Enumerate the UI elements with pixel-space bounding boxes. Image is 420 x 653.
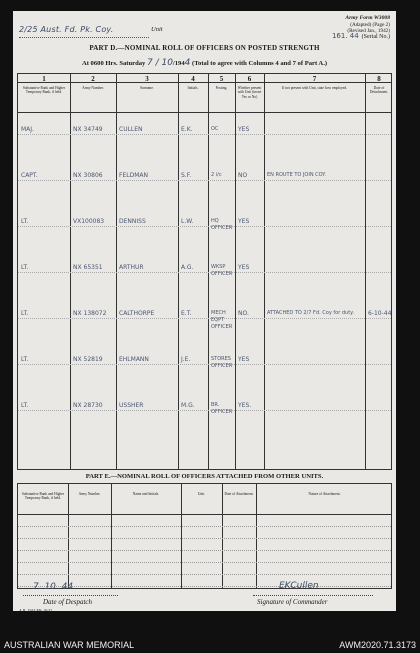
cell-posting: BR. OFFICER <box>211 402 233 415</box>
part-d-date-line <box>13 58 396 68</box>
column-header: Date of Detachment. <box>369 86 389 95</box>
row-rule <box>18 538 391 539</box>
cell-surname: FELDMAN <box>119 172 148 179</box>
column-number: 4 <box>191 75 195 83</box>
cell-surname: CULLEN <box>119 126 143 133</box>
despatch-underline <box>23 595 118 596</box>
officers-attached-table <box>17 483 392 589</box>
row-rule <box>18 272 391 273</box>
column-number: 7 <box>312 75 317 83</box>
cell-present: YES <box>238 126 250 133</box>
row-rule <box>18 318 391 319</box>
column-header: Army Number. <box>78 492 101 496</box>
column-number: 5 <box>219 75 224 83</box>
column-header: Substantive Rank and Higher Temporary Rank, if held. <box>22 86 66 95</box>
column-header: Army Number. <box>82 86 104 90</box>
row-rule <box>18 364 391 365</box>
row-rule <box>18 180 391 181</box>
signature-label: Signature of Commander <box>257 598 328 606</box>
column-divider <box>256 484 257 588</box>
cell-initials: E.K. <box>181 126 193 133</box>
column-divider <box>222 484 223 588</box>
column-header: Name and Initials. <box>132 492 160 496</box>
cell-number: NX 34749 <box>73 126 103 133</box>
column-number: 2 <box>91 75 95 83</box>
at-prefix: At 0600 Hrs. Saturday <box>81 60 146 67</box>
row-rule <box>18 410 391 411</box>
cell-employed: ATTACHED TO 2/7 Fd. Coy for duty. <box>267 310 354 316</box>
form-adapted: (Adapted) (Page 2) <box>350 21 390 28</box>
cell-present: YES <box>238 218 250 225</box>
unit-label: Unit <box>151 26 163 33</box>
part-e-title: PART E.—NOMINAL ROLL OF OFFICERS ATTACHED FROM OTHER UNITS. <box>85 473 324 480</box>
column-number: 6 <box>247 75 252 83</box>
cell-number: VX100083 <box>73 218 105 225</box>
cell-rank: MAJ. <box>21 126 34 133</box>
row-rule <box>18 586 391 587</box>
cell-initials: E.T. <box>181 310 192 317</box>
signature-underline <box>253 595 373 596</box>
cell-number: NX 65351 <box>73 264 103 271</box>
printer-note: A.R. 1944 Mk 10/42 <box>19 608 53 613</box>
column-number: 3 <box>145 75 149 83</box>
cell-rank: LT. <box>21 264 29 271</box>
unit-underline <box>19 37 149 38</box>
column-number: 8 <box>377 75 381 83</box>
cell-posting: HQ OFFICER <box>211 218 233 231</box>
cell-present: NO <box>238 172 248 179</box>
cell-posting: WKSP OFFICER <box>211 264 233 277</box>
column-header: If not present with Unit, state how employed. <box>281 86 348 90</box>
cell-present: YES <box>238 264 250 271</box>
cell-rank: LT. <box>21 310 29 317</box>
cell-date: 6-10-44 <box>368 310 392 317</box>
caption-accession: AWM2020.71.3173 <box>339 640 416 650</box>
form-title: Army Form W3008 <box>345 15 390 21</box>
at-date: 7 / 10 <box>146 58 173 68</box>
column-header: Posting. <box>215 86 228 90</box>
despatch-date-value: 7. 10. 44 <box>33 582 74 592</box>
cell-initials: J.E. <box>181 356 191 363</box>
officers-posted-table <box>17 73 392 470</box>
at-year-hw: 4 <box>184 58 191 68</box>
column-header: Substantive Rank and Higher Temporary Rank, if held. <box>21 492 65 501</box>
column-divider <box>68 484 69 588</box>
cell-number: NX 138072 <box>73 310 107 317</box>
cell-posting: STORES OFFICER <box>211 356 233 369</box>
cell-number: NX 28730 <box>73 402 103 409</box>
at-suffix: (Total to agree with Columns 4 and 7 of Part A.) <box>192 60 328 67</box>
cell-rank: LT. <box>21 356 29 363</box>
cell-surname: USSHER <box>119 402 144 409</box>
column-header: Whether present with Unit (insert Yes or No) <box>237 86 262 99</box>
cell-present: NO. <box>238 310 249 317</box>
cell-posting: 2 i/c <box>211 172 222 178</box>
serial-number <box>332 32 390 40</box>
unit-value: 2/25 Aust. Fd. Pk. Coy. <box>19 25 114 34</box>
cell-number: NX 30806 <box>73 172 103 179</box>
cell-initials: A.G. <box>181 264 194 271</box>
cell-initials: L.W. <box>181 218 194 225</box>
cell-surname: EHLMANN <box>119 356 149 363</box>
row-rule <box>18 226 391 227</box>
serial-label: (Serial No.) <box>361 34 390 40</box>
row-rule <box>18 562 391 563</box>
caption-institution: AUSTRALIAN WAR MEMORIAL <box>4 640 135 650</box>
column-divider <box>181 484 182 588</box>
cell-rank: LT. <box>21 218 29 225</box>
cell-initials: S.F. <box>181 172 192 179</box>
cell-number: NX 52819 <box>73 356 103 363</box>
part-d-title: PART D.—NOMINAL ROLL OF OFFICERS ON POSTED STRENGTH <box>89 44 320 52</box>
cell-surname: CALTHORPE <box>119 310 155 317</box>
row-rule <box>18 134 391 135</box>
at-year: /194 <box>172 60 185 67</box>
cell-posting: OC <box>211 126 219 132</box>
cell-rank: CAPT. <box>21 172 38 179</box>
commander-signature: EKCullen <box>279 581 319 591</box>
cell-surname: DENNISS <box>119 218 146 225</box>
column-header: Surname. <box>140 86 154 90</box>
column-header: Nature of Attachment. <box>308 492 341 496</box>
cell-present: YES <box>238 356 250 363</box>
header-rule <box>18 514 391 515</box>
column-number: 1 <box>42 75 46 83</box>
row-rule <box>18 526 391 527</box>
column-header: Unit. <box>197 492 206 496</box>
header-rule <box>18 112 391 113</box>
form-sheet <box>13 11 396 611</box>
cell-surname: ARTHUR <box>119 264 144 271</box>
column-header: Date of Attachment. <box>224 492 254 496</box>
serial-value: 161. 44 <box>331 32 359 40</box>
despatch-label: Date of Despatch <box>43 598 92 606</box>
cell-rank: LT. <box>21 402 29 409</box>
cell-employed: EN ROUTE TO JOIN COY. <box>267 172 326 178</box>
column-header: Initials. <box>187 86 199 90</box>
row-rule <box>18 550 391 551</box>
form-revised: (Revised Jan., 1942) <box>347 28 390 35</box>
row-rule <box>18 574 391 575</box>
column-divider <box>111 484 112 588</box>
cell-present: YES. <box>238 402 252 409</box>
cell-posting: MECH EQPT OFFICER <box>211 310 233 330</box>
cell-initials: M.G. <box>181 402 195 409</box>
